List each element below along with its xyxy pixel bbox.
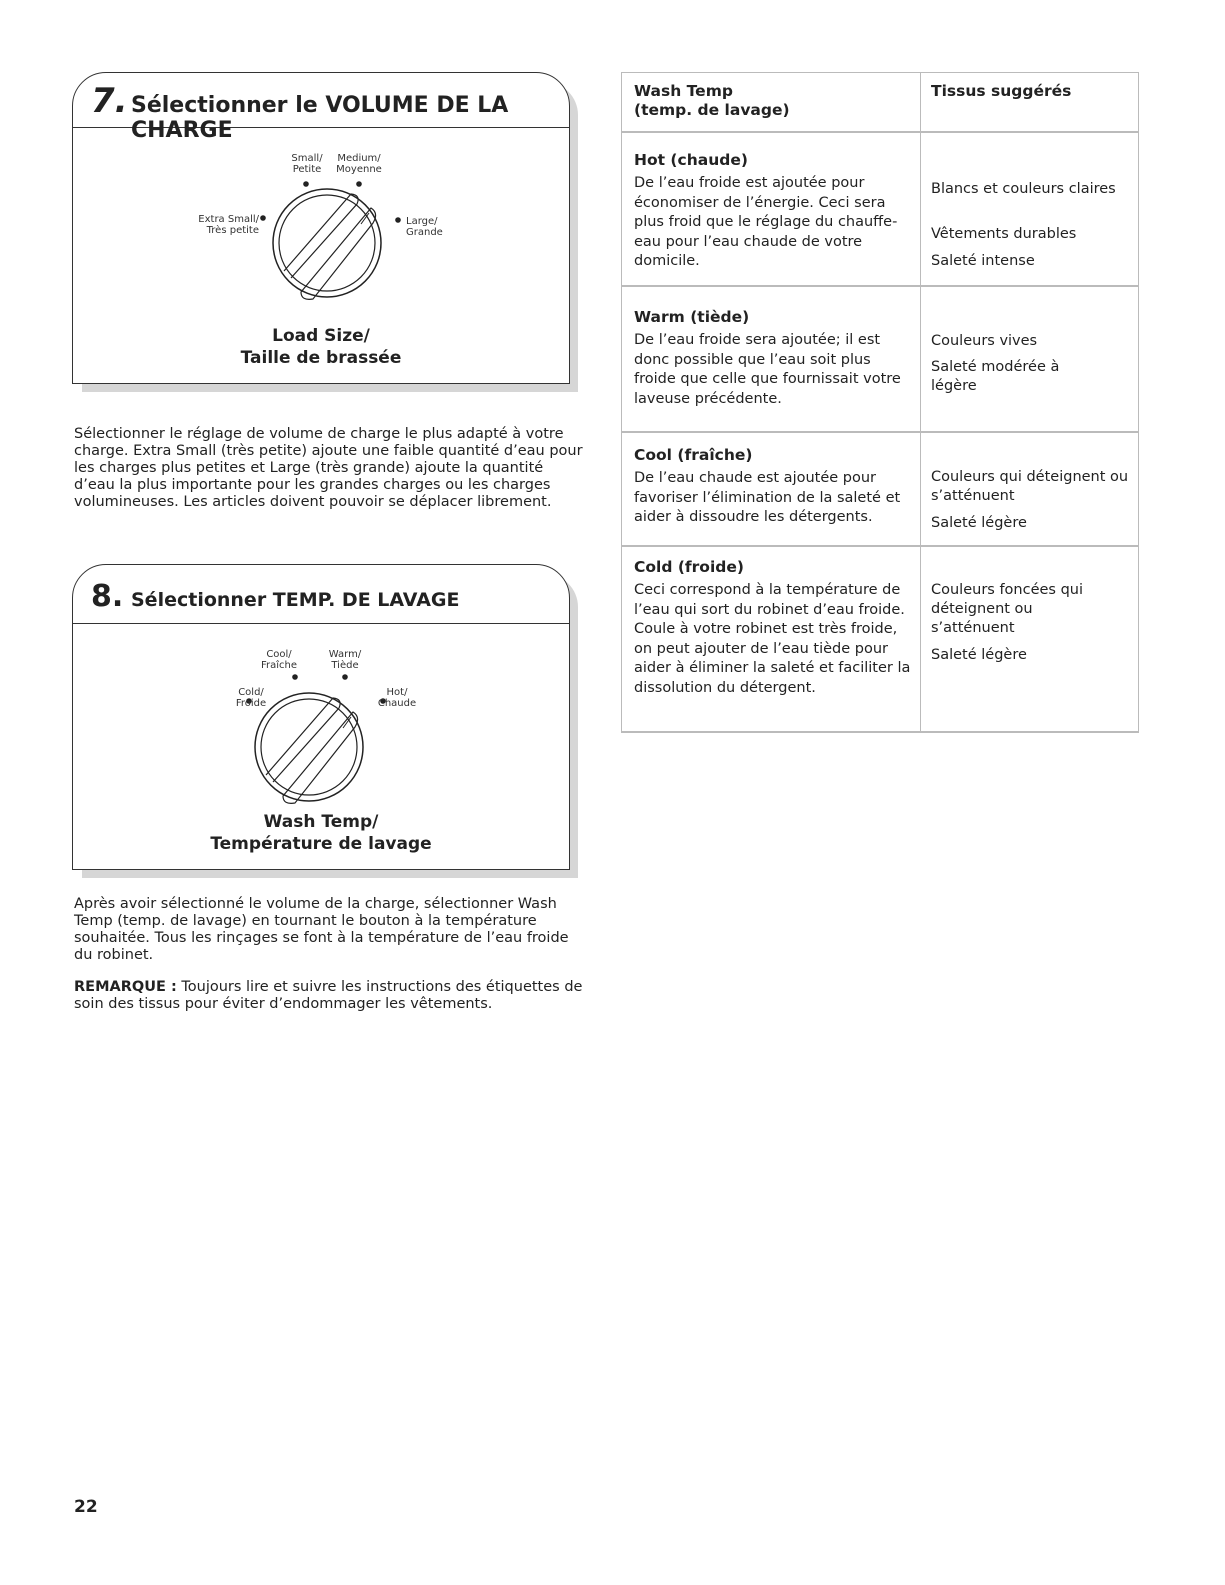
fabric-item: Vêtements durables: [931, 226, 1077, 242]
table-row: [621, 433, 1139, 547]
dial-label-small: Small/ Petite: [291, 153, 323, 175]
dial-dot-cool: [292, 674, 298, 680]
wash-temp-caption: Wash Temp/ Température de lavage: [210, 812, 432, 854]
section-7-number: 7.: [91, 81, 128, 121]
page-number: 22: [74, 1497, 98, 1517]
table-header-wash-temp: Wash Temp (temp. de lavage): [634, 82, 790, 119]
dial-label-large: Large/ Grande: [406, 216, 443, 238]
dial-label-extra-small: Extra Small/ Très petite: [198, 214, 259, 236]
wash-temp-name: Cold (froide): [634, 558, 744, 576]
wash-temp-table: [621, 72, 1139, 733]
dial-label-cold: Cold/ Froide: [235, 687, 267, 709]
fabric-item: Couleurs qui déteignent ou s’atténuent: [931, 469, 1129, 504]
fabric-item: Couleurs vives: [931, 333, 1038, 349]
wash-temp-panel: [72, 564, 570, 870]
table-header-row: [621, 72, 1139, 133]
wash-temp-name: Hot (chaude): [634, 151, 748, 169]
wash-temp-desc: De l’eau chaude est ajoutée pour favoriser l’élimination de la saleté et aider à dissoudre les détergents.: [634, 470, 901, 525]
table-row: [621, 547, 1139, 733]
wash-temp-desc: De l’eau froide est ajoutée pour économiser de l’énergie. Ceci sera plus froid que le réglage du chauffe-eau pour l’eau chaude de votre domicile.: [634, 175, 898, 269]
table-header-fabrics: Tissus suggérés: [931, 82, 1072, 100]
section-8-note: [74, 979, 586, 1013]
fabric-item: Saleté modérée à légère: [931, 359, 1060, 394]
dial-dot-small: [303, 181, 309, 187]
note-label: REMARQUE :: [74, 979, 177, 995]
wash-temp-desc: Ceci correspond à la température de l’eau qui sort du robinet d’eau froide. Coule à votre robinet est très froide, on peut ajouter de l’eau tiède pour aider à éliminer la saleté et faciliter la dissolution du détergent.: [634, 582, 911, 696]
fabric-item: Saleté intense: [931, 253, 1035, 269]
dial-label-cool: Cool/ Fraîche: [260, 649, 298, 671]
section-7-title: Sélectionner le VOLUME DE LA CHARGE: [131, 93, 509, 143]
dial-dot-extra-small: [260, 215, 266, 221]
fabric-item: Blancs et couleurs claires: [931, 181, 1116, 197]
section-8-title: Sélectionner TEMP. DE LAVAGE: [131, 589, 460, 611]
wash-temp-name: Warm (tiède): [634, 308, 750, 326]
dial-label-medium: Medium/ Moyenne: [336, 153, 382, 175]
fabric-item: Couleurs foncées qui déteignent ou s’atténuent: [931, 582, 1084, 636]
dial-label-warm: Warm/ Tiède: [328, 649, 362, 671]
note-text: Toujours lire et suivre les instructions des étiquettes de soin des tissus pour éviter d’endommager les vêtements.: [74, 979, 583, 1012]
wash-temp-desc: De l’eau froide sera ajoutée; il est donc possible que l’eau soit plus froide que celle que fournissait votre laveuse précédente.: [634, 332, 901, 407]
section-8-number: 8.: [91, 579, 124, 614]
dial-dot-large: [395, 217, 401, 223]
fabric-item: Saleté légère: [931, 647, 1027, 663]
table-row: [621, 133, 1139, 287]
wash-temp-name: Cool (fraîche): [634, 446, 753, 464]
section-8-paragraph: Après avoir sélectionné le volume de la charge, sélectionner Wash Temp (temp. de lavage) en tournant le bouton à la température souhaitée. Tous les rinçages se font à la température de l’eau froide du robinet.: [74, 896, 569, 963]
load-size-caption: Load Size/ Taille de brassée: [240, 326, 402, 368]
load-size-panel: [72, 72, 570, 384]
table-row: [621, 287, 1139, 433]
fabric-item: Saleté légère: [931, 515, 1027, 531]
dial-dot-warm: [342, 674, 348, 680]
section-7-paragraph: Sélectionner le réglage de volume de charge le plus adapté à votre charge. Extra Small (très petite) ajoute une faible quantité d’eau pour les charges plus petites et Large (très grande) ajoute la quantité d’eau la plus importante pour les grandes charges ou les charges volumineuses. Les articles doivent pouvoir se déplacer librement.: [74, 426, 583, 510]
dial-label-hot: Hot/ Chaude: [377, 687, 417, 709]
dial-dot-medium: [356, 181, 362, 187]
